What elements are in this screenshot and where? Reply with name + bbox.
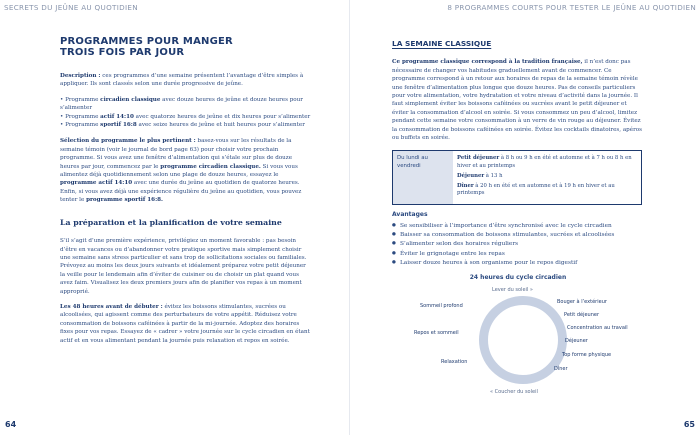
cycle-label-concentration: Concentration au travail (567, 325, 628, 332)
meal-breakfast (457, 155, 637, 169)
48h-text: évitez les boissons stimulantes, sucrées ou alcoolisées, qui agissent comme des perturbateurs de votre appétit. Réduisez votre consommation de boissons caféinées à partir de la mi-journée. Adoptez des horaires fixes pour vos repas. Essayez de « cadrer » votre journée sur le cycle circadien en étant actif et en vous alimentant pendant la journée puis relaxation et repos en soirée. (60, 303, 310, 344)
advantages-list (392, 222, 644, 268)
selection-highlight: programme actif 14:10 (60, 180, 133, 187)
cycle-label-physical: Top forme physique (562, 352, 612, 359)
meal-time: à 8 h ou 9 h en été et automne et à 7 h ou 8 h en hiver et au printemps (457, 155, 632, 169)
advantages-title: Avantages (392, 211, 428, 219)
subheading-preparation: La préparation et la planification de votre semaine (60, 217, 282, 227)
cycle-label-rest: Repos et sommeil (414, 330, 459, 337)
meal-label: Dîner (457, 183, 474, 190)
program-name: actif 14:10 (100, 113, 134, 120)
selection-highlight: programme sportif 16:8. (86, 197, 163, 204)
list-item: ● Baisser sa consommation de boissons stimulantes, sucrées et alcoolisées (392, 231, 644, 240)
list-item: ● S’alimenter selon des horaires réguliers (392, 240, 644, 249)
schedule-meals (453, 151, 642, 205)
program-desc: avec douze heures de jeûne et douze heures pour s’alimenter (60, 96, 303, 112)
selection-text: basez-vous sur les résultats de la semaine témoin (voir le journal de bord page 63) pour choisir votre prochain programme. Si vous avez une fenêtre d’alimentation qui s’étale sur plus de douze heures par jour, commencez par le (60, 138, 293, 170)
cycle-label-deep-sleep: Sommeil profond (420, 303, 463, 310)
list-item: ● Laisser douze heures à son organisme pour le repos digestif (392, 259, 644, 268)
intro-paragraph (392, 58, 644, 142)
schedule-row (393, 151, 642, 205)
program-name: sportif 16:8 (100, 122, 137, 129)
circadian-diagram (392, 284, 644, 396)
selection-highlight: programme circadien classique. (160, 163, 261, 170)
cycle-label-lunch: Déjeuner (565, 338, 588, 345)
schedule-day: Du lundi au vendredi (393, 151, 454, 205)
left-column (60, 36, 312, 352)
description-text: ces programmes d’une semaine présentent l’avantage d’être simples à appliquer. Ils sont classés selon une durée progressive de jeûne. (60, 73, 304, 88)
cycle-label-relaxation: Relaxation (441, 359, 468, 366)
intro-lead: Ce programme classique correspond à la tradition française, (392, 59, 583, 66)
meal-label: Petit déjeuner (457, 155, 500, 162)
program-item-circadien (60, 96, 312, 113)
cycle-label-dinner: Dîner (554, 366, 568, 373)
meal-lunch (457, 173, 637, 180)
meal-label: Déjeuner (457, 172, 485, 179)
list-item: ● Se sensibiliser à l’importance d’être synchronisé avec le cycle circadien (392, 222, 644, 231)
program-list (60, 96, 312, 130)
cycle-title: 24 heures du cycle circadien (469, 273, 567, 281)
running-head-left: SECRETS DU JEÛNE AU QUOTIDIEN (4, 3, 138, 12)
selection-text: avec une durée du jeûne au quotidien de quatorze heures. Enfin, si vous avez déjà une expérience régulière du jeûne au quotidien, vous pouvez tenter le (60, 180, 302, 204)
intro-text: il n’est donc pas nécessaire de changer vos habitudes graduellement avant de commencer. Ce programme correspond à un retour aux horaires de repas de la semaine témoin révèle une fenêtre d’alimentation plus longue que douze heures. Pas de conseils particuliers pour votre alimentation, votre hydratation et votre niveau d’activité dans la journée. Il faut simplement éviter les boissons caféinées ou sucrées avant le petit déjeuner et éviter la consommation d’alcool en soirée. Si vous consommez un peu d’alcool, limitez pendant cette semaine votre consommation à un verre de vin rouge au déjeuner. Évitez la consommation de boissons caféinées en soirée. Évitez les cocktails dinatoires, apéros ou buffets en soirée. (392, 59, 642, 142)
title-line-2: TROIS FOIS PAR JOUR (60, 47, 185, 58)
description-label: Description : (60, 73, 101, 79)
meal-dinner (457, 183, 637, 197)
48h-paragraph (60, 303, 312, 345)
program-item-actif (60, 113, 312, 121)
page-number-right: 65 (683, 420, 695, 429)
program-name: circadien classique (100, 96, 161, 103)
running-head-right: 8 PROGRAMMES COURTS POUR TESTER LE JEÛNE AU QUOTIDIEN (447, 3, 696, 12)
page-number-left: 64 (5, 420, 17, 429)
meal-time: à 20 h en été et en automne et à 19 h en hiver et au printemps (457, 183, 615, 197)
meal-time: à 13 h (484, 172, 503, 179)
right-column (392, 36, 644, 396)
description-paragraph (60, 72, 312, 89)
program-desc: avec seize heures de jeûne et huit heures pour s’alimenter (136, 122, 305, 129)
preparation-paragraph: S’il s’agit d’une première expérience, privilégiez un moment favorable : pas besoin d’être en vacances ou d’abandonner votre pratique sportive mais simplement choisir une semaine sans stress particulier et sans trop de sollicitations sociales ou familiales. Prévoyez au moins les deux jours suivants et idéalement préparez votre petit déjeuner la veille pour le lendemain afin d’éviter de cuisiner ou de choisir un plat quand vous avez faim. Visualisez les deux premiers jours afin de planifier vos repas à un moment approprié. (60, 238, 307, 295)
program-desc: avec quatorze heures de jeûne et dix heures pour s’alimenter (133, 113, 311, 120)
cycle-label-breakfast: Petit déjeuner (564, 312, 599, 319)
list-item: ● Éviter le grignotage entre les repas (392, 250, 644, 259)
cycle-label-outside: Bouger à l’extérieur (557, 299, 607, 306)
schedule-table (392, 150, 642, 205)
sunset-label: « Coucher du soleil (490, 389, 538, 396)
program-item-sportif (60, 121, 312, 129)
selection-paragraph (60, 137, 312, 204)
48h-label: Les 48 heures avant de débuter : (60, 303, 163, 310)
sunrise-label: Lever du soleil » (492, 287, 533, 294)
selection-text: Si vous vous alimentez déjà quotidiennement selon une plage de douze heures, essayez le (60, 163, 298, 179)
program-bullet: • Programme (60, 113, 101, 120)
section-title: LA SEMAINE CLASSIQUE (392, 39, 492, 48)
title-line-1: PROGRAMMES POUR MANGER (60, 36, 233, 47)
program-bullet: • Programme (60, 96, 101, 103)
selection-label: Sélection du programme le plus pertinent : (60, 138, 196, 145)
right-page (350, 0, 700, 435)
program-bullet: • Programme (60, 122, 101, 129)
page-title (60, 36, 312, 58)
